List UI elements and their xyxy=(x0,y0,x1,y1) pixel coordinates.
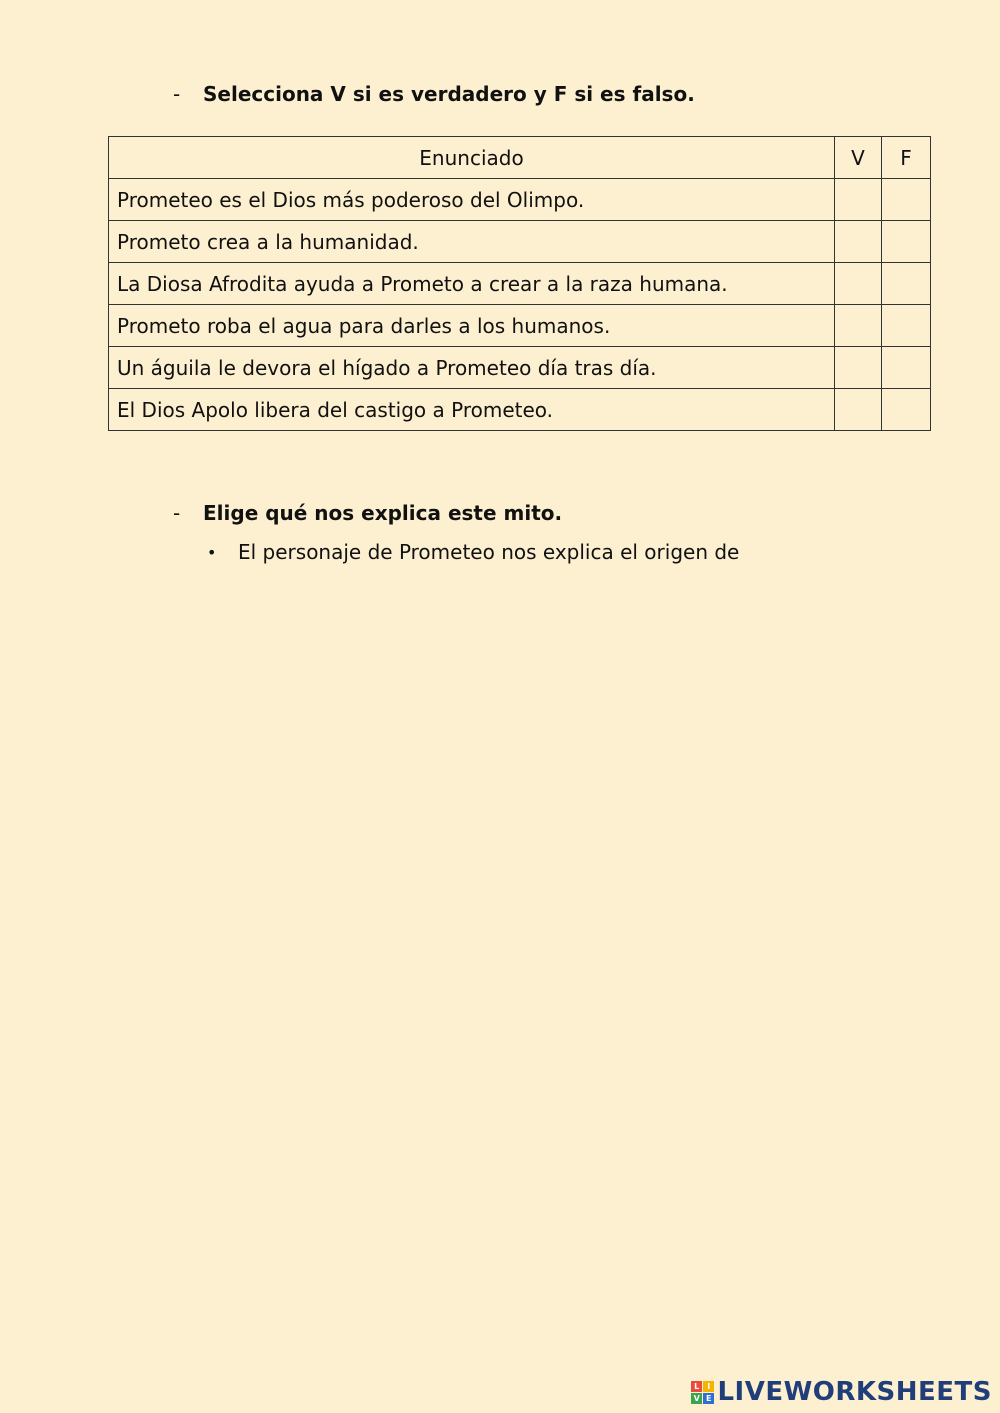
false-answer-box[interactable] xyxy=(882,221,931,263)
statement-cell: La Diosa Afrodita ayuda a Prometo a crear a la raza humana. xyxy=(109,263,835,305)
true-answer-box[interactable] xyxy=(835,305,882,347)
false-answer-box[interactable] xyxy=(882,347,931,389)
false-answer-box[interactable] xyxy=(882,263,931,305)
table-row xyxy=(109,305,931,347)
header-statement: Enunciado xyxy=(109,137,835,179)
bullet-icon: • xyxy=(207,542,217,562)
logo-icon: L I V E xyxy=(691,1381,714,1404)
table-row xyxy=(109,347,931,389)
table-row xyxy=(109,221,931,263)
true-answer-box[interactable] xyxy=(835,221,882,263)
statement-cell: Un águila le devora el hígado a Prometeo día tras día. xyxy=(109,347,835,389)
false-answer-box[interactable] xyxy=(882,389,931,431)
dash-marker: - xyxy=(173,501,181,525)
statement-cell: Prometo roba el agua para darles a los humanos. xyxy=(109,305,835,347)
table-row xyxy=(109,263,931,305)
brand-name: LIVEWORKSHEETS xyxy=(717,1377,992,1407)
statement-cell: El Dios Apolo libera del castigo a Prometeo. xyxy=(109,389,835,431)
true-answer-box[interactable] xyxy=(835,347,882,389)
instruction-choose-meaning xyxy=(173,501,562,525)
false-answer-box[interactable] xyxy=(882,305,931,347)
false-answer-box[interactable] xyxy=(882,179,931,221)
instruction-text: Selecciona V si es verdadero y F si es falso. xyxy=(203,82,695,106)
true-answer-box[interactable] xyxy=(835,389,882,431)
liveworksheets-logo xyxy=(691,1377,992,1407)
statement-cell: Prometo crea a la humanidad. xyxy=(109,221,835,263)
bullet-text: El personaje de Prometeo nos explica el origen de xyxy=(238,540,740,564)
statement-cell: Prometeo es el Dios más poderoso del Olimpo. xyxy=(109,179,835,221)
instruction-text: Elige qué nos explica este mito. xyxy=(203,501,563,525)
true-false-table xyxy=(108,136,931,431)
table-row xyxy=(109,389,931,431)
bullet-item xyxy=(207,540,739,564)
header-true: V xyxy=(835,137,882,179)
table-row xyxy=(109,179,931,221)
true-answer-box[interactable] xyxy=(835,263,882,305)
true-answer-box[interactable] xyxy=(835,179,882,221)
table-header-row xyxy=(109,137,931,179)
header-false: F xyxy=(882,137,931,179)
instruction-true-false xyxy=(173,82,695,106)
dash-marker: - xyxy=(173,82,181,106)
